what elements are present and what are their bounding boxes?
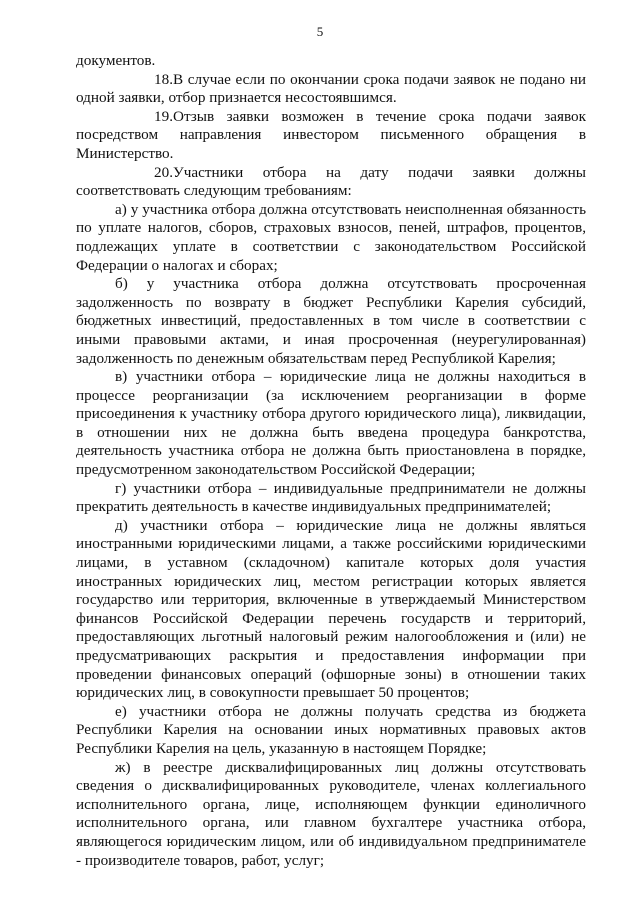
paragraph-number: 20.	[154, 163, 173, 181]
paragraph-text: В случае если по окончании срока подачи заявок не подано ни одной заявки, отбор признается несостоявшимся.	[76, 70, 586, 107]
paragraph-text: документов.	[76, 52, 156, 69]
paragraph-number: 18.	[154, 70, 173, 88]
paragraph-text: Участники отбора на дату подачи заявки должны соответствовать следующим требованиям:	[76, 163, 586, 200]
requirement-v	[76, 368, 586, 480]
paragraph-text: е) участники отбора не должны получать средства из бюджета Республики Карелия на основании иных нормативных правовых актов Республики Карелия на цель, указанную в настоящем Порядке;	[76, 702, 586, 757]
page-number: 5	[316, 24, 324, 39]
paragraph-18	[76, 71, 586, 108]
paragraph-text: Отзыв заявки возможен в течение срока подачи заявок посредством направления инвестором письменного обращения в Министерство.	[76, 107, 586, 162]
requirement-e	[76, 703, 586, 759]
paragraph-text: ж) в реестре дисквалифицированных лиц должны отсутствовать сведения о дисквалифицированных руководителе, членах коллегиального исполнительного органа, лице, исполняющем функции единоличного исполнительного органа, или главном бухгалтере участника отбора, являющегося юридическим лицом, или об индивидуальном предпринимателе - производителе товаров, работ, услуг;	[76, 758, 586, 869]
requirement-zh	[76, 759, 586, 871]
paragraph-text: д) участники отбора – юридические лица не должны являться иностранными юридическими лицами, а также российскими юридическими лицами, в уставном (складочном) капитале которых доля участия иностранных юридических лиц, местом регистрации которых является государство или территория, включенные в утверждаемый Министерством финансов Российской Федерации перечень государств и территорий, предоставляющих льготный налоговый режим налогообложения и (или) не предусматривающих раскрытия и предоставления информации при проведении финансовых операций (офшорные зоны) в отношении таких юридических лиц, в совокупности превышает 50 процентов;	[76, 516, 586, 702]
requirement-a	[76, 201, 586, 275]
paragraph-19	[76, 108, 586, 164]
paragraph-text: б) у участника отбора должна отсутствовать просроченная задолженность по возврату в бюджет Республики Карелия субсидий, бюджетных инвестиций, предоставленных в том числе в соответствии с иными правовыми актами, и иная просроченная (неурегулированная) задолженность по денежным обязательствам перед Республикой Карелия;	[76, 275, 586, 367]
document-body	[76, 52, 586, 870]
paragraph-text: г) участники отбора – индивидуальные предприниматели не должны прекратить деятельность в качестве индивидуальных предпринимателей;	[76, 479, 586, 516]
paragraph-text: а) у участника отбора должна отсутствовать неисполненная обязанность по уплате налогов, сборов, страховых взносов, пеней, штрафов, процентов, подлежащих уплате в соответствии с законодательством Российской Федерации о налогах и сборах;	[76, 200, 586, 274]
paragraph-20	[76, 164, 586, 201]
requirement-g	[76, 480, 586, 517]
paragraph-text: в) участники отбора – юридические лица не должны находиться в процессе реорганизации (за исключением реорганизации в форме присоединения к участнику отбора другого юридического лица), ликвидации, в отношении них не должна быть введена процедура банкротства, деятельность участника отбора не должна быть приостановлена в порядке, предусмотренном законодательством Российской Федерации;	[76, 368, 586, 479]
requirement-d	[76, 517, 586, 703]
requirement-b	[76, 275, 586, 368]
paragraph-continuation	[76, 52, 586, 71]
paragraph-number: 19.	[154, 107, 173, 125]
